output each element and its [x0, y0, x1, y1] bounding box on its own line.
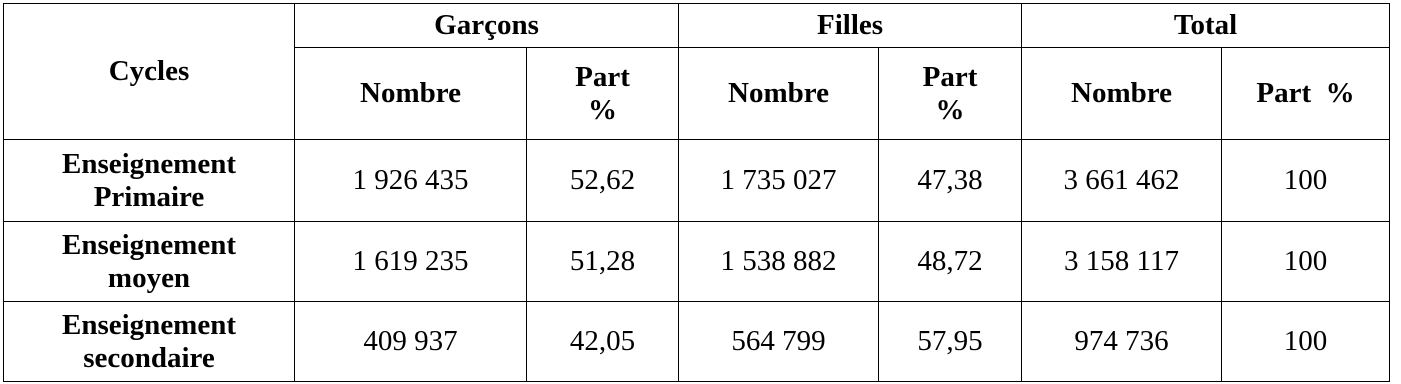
filles-part-cell: 48,72: [879, 222, 1022, 302]
total-nombre-cell: 3 661 462: [1022, 140, 1222, 222]
garcons-part-cell: 52,62: [527, 140, 679, 222]
cycle-label-line2: moyen: [107, 261, 191, 294]
garcons-part-cell: 42,05: [527, 302, 679, 382]
filles-part-cell: 57,95: [879, 302, 1022, 382]
part-label: Part: [922, 61, 978, 94]
header-filles-nombre: Nombre: [679, 48, 879, 140]
total-nombre-cell: 974 736: [1022, 302, 1222, 382]
total-nombre-cell: 3 158 117: [1022, 222, 1222, 302]
cycle-label-line1: Enseignement: [62, 148, 236, 181]
header-garcons-part: [527, 48, 679, 140]
table-row: [4, 302, 1390, 382]
cycle-cell: [4, 222, 295, 302]
cycle-cell: [4, 302, 295, 382]
header-row-groups: [4, 4, 1390, 48]
enrollment-table: [3, 3, 1390, 382]
filles-nombre-cell: 564 799: [679, 302, 879, 382]
header-total: Total: [1022, 4, 1390, 48]
header-total-nombre: Nombre: [1022, 48, 1222, 140]
total-part-cell: 100: [1222, 140, 1390, 222]
cycle-label-line2: Primaire: [93, 180, 205, 213]
header-total-part: Part %: [1222, 48, 1390, 140]
percent-label: %: [588, 93, 617, 126]
garcons-part-cell: 51,28: [527, 222, 679, 302]
cycle-label-line1: Enseignement: [62, 309, 236, 342]
header-garcons: Garçons: [295, 4, 679, 48]
cycle-label-line1: Enseignement: [62, 229, 236, 262]
table-row: [4, 222, 1390, 302]
filles-nombre-cell: 1 735 027: [679, 140, 879, 222]
garcons-nombre-cell: 1 619 235: [295, 222, 527, 302]
header-filles-part: [879, 48, 1022, 140]
percent-label: %: [935, 93, 965, 126]
header-cycles: Cycles: [4, 4, 295, 140]
cycle-label-line2: secondaire: [83, 341, 215, 374]
garcons-nombre-cell: 409 937: [295, 302, 527, 382]
total-part-cell: 100: [1222, 302, 1390, 382]
table-row: [4, 140, 1390, 222]
filles-part-cell: 47,38: [879, 140, 1022, 222]
header-filles: Filles: [679, 4, 1022, 48]
cycle-cell: [4, 140, 295, 222]
garcons-nombre-cell: 1 926 435: [295, 140, 527, 222]
header-garcons-nombre: Nombre: [295, 48, 527, 140]
part-label: Part: [575, 61, 630, 94]
filles-nombre-cell: 1 538 882: [679, 222, 879, 302]
total-part-cell: 100: [1222, 222, 1390, 302]
